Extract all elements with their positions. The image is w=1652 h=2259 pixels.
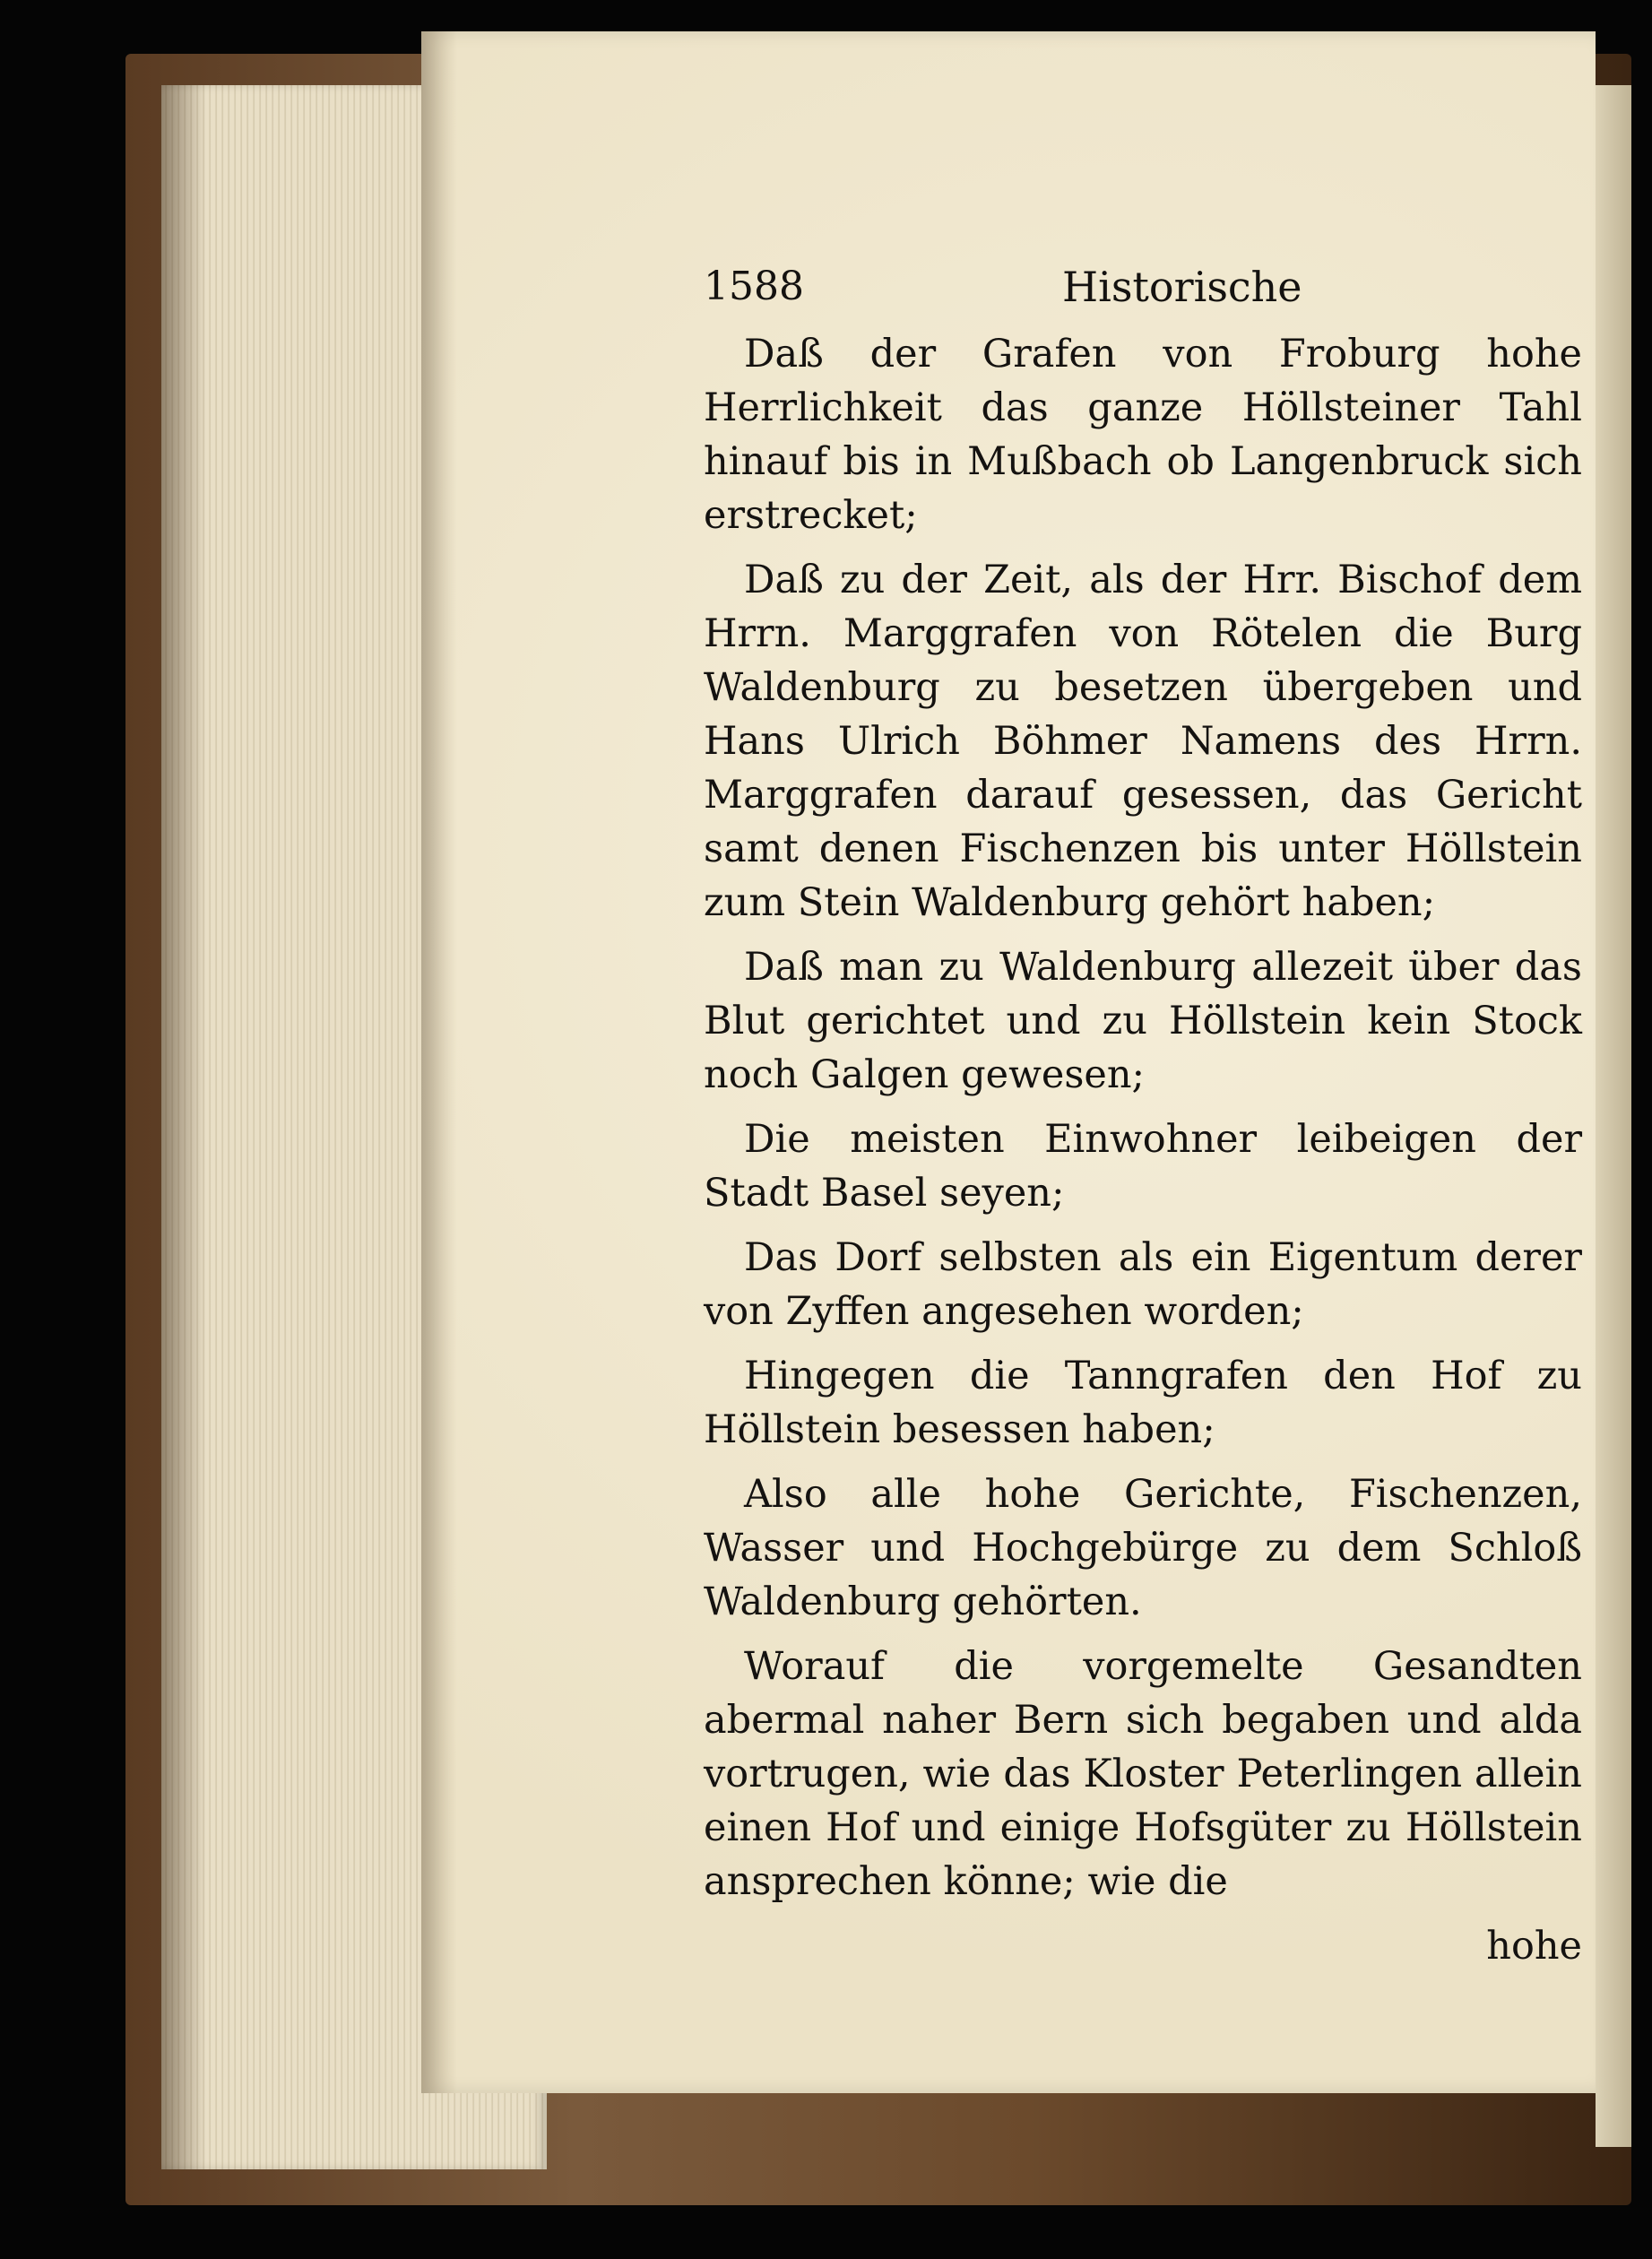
paragraph-6: Hingegen die Tanngrafen den Hof zu Höllstein besessen haben;	[704, 1354, 1582, 1452]
paragraph-2: Daß zu der Zeit, als der Hrr. Bischof dem Hrrn. Marggrafen von Rötelen die Burg Waldenburg zu besetzen übergeben und Hans Ulrich Böhmer Namens des Hrrn. Marggrafen darauf gesessen, das Gericht samt denen Fischenzen bis unter Höllstein zum Stein Waldenburg gehört haben;	[704, 558, 1582, 925]
catchword-line	[704, 1919, 1582, 1973]
page-gutter	[421, 31, 457, 2093]
paragraph-1: Daß der Grafen von Froburg hohe Herrlichkeit das ganze Höllsteiner Tahl hinauf bis in Mußbach ob Langenbruck sich erstrecket;	[704, 332, 1582, 538]
page-text-block	[704, 260, 1582, 1973]
paragraph-5: Das Dorf selbsten als ein Eigentum derer von Zyffen angesehen worden;	[704, 1235, 1582, 1334]
page-number: 1588	[704, 264, 804, 309]
paragraph-3: Daß man zu Waldenburg allezeit über das Blut gerichtet und zu Höllstein kein Stock noch Galgen gewesen;	[704, 945, 1582, 1097]
running-title: Historische	[1062, 263, 1302, 311]
paragraph-7: Also alle hohe Gerichte, Fischenzen, Wasser und Hochgebürge zu dem Schloß Waldenburg gehörten.	[704, 1472, 1582, 1624]
catchword: hohe	[1486, 1924, 1582, 1969]
page-header	[704, 260, 1582, 327]
page-right-edge	[1596, 85, 1631, 2147]
paragraph-8: Worauf die vorgemelte Gesandten abermal naher Bern sich begaben und alda vortrugen, wie das Kloster Peterlingen allein einen Hof und einige Hofsgüter zu Höllstein ansprechen könne; wie die	[704, 1644, 1582, 1904]
edge-shadow	[161, 85, 206, 2169]
paragraph-4: Die meisten Einwohner leibeigen der Stadt Basel seyen;	[704, 1117, 1582, 1216]
